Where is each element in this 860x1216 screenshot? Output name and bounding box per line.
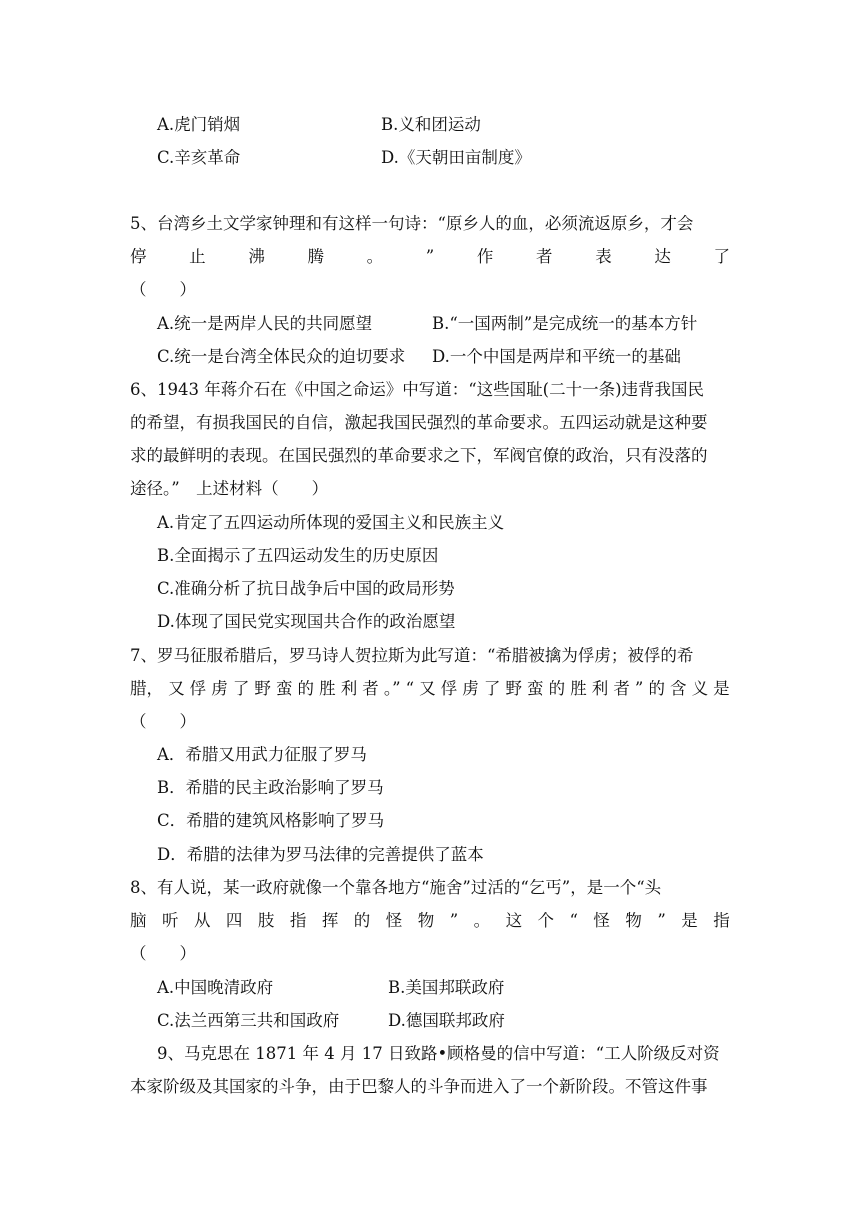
q8-line2-char: 脑 — [130, 911, 147, 930]
q8-option-d[interactable]: D.德国联邦政府 — [388, 1011, 505, 1030]
q7-line2-char: ” — [634, 679, 644, 698]
q8-line2-char: “ — [569, 911, 578, 930]
q5-option-c[interactable]: C.统一是台湾全体民众的迫切要求 — [157, 347, 406, 366]
q8-stem-line2 — [130, 910, 730, 932]
q5-answer-blank: （ ） — [130, 280, 196, 299]
q5-option-d[interactable]: D.一个中国是两岸和平统一的基础 — [432, 347, 681, 366]
q6-stem-line4: 途径。” 上述材料（ ） — [130, 479, 329, 498]
q7-line2-char: 胜 — [319, 679, 336, 698]
q7-line2-char: 又 — [168, 679, 185, 698]
q5-option-b[interactable]: B.“一国两制”是完成统一的基本方针 — [432, 314, 698, 333]
q5-line2-char: 止 — [189, 247, 206, 266]
q7-option-b[interactable]: B．希腊的民主政治影响了罗马 — [157, 778, 384, 797]
q7-option-c[interactable]: C．希腊的建筑风格影响了罗马 — [157, 811, 385, 830]
q7-line2-char: 者 — [613, 679, 630, 698]
q7-line2-char: 的 — [297, 679, 315, 698]
q7-line2-char: 俘 — [440, 679, 458, 698]
q7-line2-char: 者 — [362, 679, 379, 698]
q8-stem-line1: 8、有人说，某一政府就像一个靠各地方“施舍”过活的“乞丐”，是一个“头 — [130, 878, 662, 897]
q8-line2-char: 肢 — [257, 911, 275, 930]
q8-option-b[interactable]: B.美国邦联政府 — [388, 978, 505, 997]
q7-line2-char: 了 — [232, 679, 250, 698]
q8-line2-char: 听 — [161, 911, 179, 930]
q7-line2-char: 含 — [670, 679, 687, 698]
q7-stem-line1: 7、罗马征服希腊后，罗马诗人贺拉斯为此写道：“希腊被擒为俘虏；被俘的希 — [130, 646, 694, 665]
q8-line2-char: 物 — [417, 911, 435, 930]
q7-line2-char: 野 — [505, 679, 522, 698]
q7-line2-char: 腊， — [130, 679, 163, 698]
q7-option-d[interactable]: D．希腊的法律为罗马法律的完善提供了蓝本 — [157, 845, 484, 864]
q8-line2-char: 挥 — [321, 911, 339, 930]
q7-line2-char: 的 — [548, 679, 566, 698]
q7-line2-char: 野 — [254, 679, 271, 698]
q8-line2-char: 是 — [681, 911, 698, 930]
q5-stem-line2 — [130, 246, 730, 268]
q8-line2-char: 个 — [537, 911, 555, 930]
q4-option-b[interactable]: B.义和团运动 — [381, 115, 481, 134]
q7-line2-char: 的 — [648, 679, 665, 698]
q7-line2-char: 虏 — [462, 679, 479, 698]
q8-line2-char: 从 — [193, 911, 211, 930]
q8-line2-char: 这 — [505, 911, 523, 930]
q7-line2-char: 。” — [383, 679, 401, 698]
q5-line2-char: 者 — [536, 247, 553, 266]
q8-option-c[interactable]: C.法兰西第三共和国政府 — [157, 1011, 340, 1030]
q9-stem-line2: 本家阶级及其国家的斗争，由于巴黎人的斗争而进入了一个新阶段。不管这件事 — [130, 1077, 708, 1096]
q8-line2-char: 怪 — [385, 911, 403, 930]
q7-line2-char: 义 — [691, 679, 709, 698]
q6-stem-line2: 的希望，有损我国民的自信，激起我国民强烈的革命要求。五四运动就是这种要 — [130, 413, 708, 432]
q6-option-b[interactable]: B.全面揭示了五四运动发生的历史原因 — [157, 546, 439, 565]
q6-option-c[interactable]: C.准确分析了抗日战争后中国的政局形势 — [157, 579, 455, 598]
q7-line2-char: 又 — [419, 679, 436, 698]
q8-line2-char: 怪 — [593, 911, 610, 930]
q6-option-a[interactable]: A.肯定了五四运动所体现的爱国主义和民族主义 — [157, 513, 505, 532]
q7-line2-char: 了 — [483, 679, 501, 698]
q5-line2-char: 了 — [713, 247, 730, 266]
q9-stem-line1: 9、马克思在 1871 年 4 月 17 日致路•顾格曼的信中写道：“工人阶级反对资 — [157, 1044, 720, 1063]
q7-line2-char: 俘 — [189, 679, 207, 698]
q7-line2-char: 利 — [591, 679, 609, 698]
q5-line2-char: ” — [425, 247, 435, 266]
q5-option-a[interactable]: A.统一是两岸人民的共同愿望 — [157, 314, 373, 333]
q8-line2-char: 的 — [353, 911, 371, 930]
q7-answer-blank: （ ） — [130, 712, 196, 731]
q4-option-c[interactable]: C.辛亥革命 — [157, 148, 241, 167]
q5-line2-char: 达 — [654, 247, 671, 266]
q7-option-a[interactable]: A．希腊又用武力征服了罗马 — [157, 745, 367, 764]
q5-line2-char: 作 — [476, 247, 494, 266]
q8-line2-char: ” — [657, 911, 666, 930]
q8-option-a[interactable]: A.中国晚清政府 — [157, 978, 274, 997]
q6-stem-line3: 求的最鲜明的表现。在国民强烈的革命要求之下，军阀官僚的政治，只有没落的 — [130, 446, 708, 465]
q8-line2-char: 物 — [625, 911, 642, 930]
q5-line2-char: 。 — [366, 247, 384, 266]
q5-line2-char: 停 — [130, 247, 147, 266]
q8-line2-char: 四 — [225, 911, 243, 930]
q5-line2-char: 表 — [595, 247, 612, 266]
q7-line2-char: 胜 — [570, 679, 587, 698]
q6-stem-line1: 6、1943 年蒋介石在《中国之命运》中写道：“这些国耻(二十一条)违背我国民 — [130, 380, 705, 399]
q4-option-a[interactable]: A.虎门销烟 — [157, 115, 241, 134]
q8-line2-char: 指 — [713, 911, 730, 930]
q4-option-d[interactable]: D.《天朝田亩制度》 — [381, 148, 531, 167]
q7-line2-char: 蛮 — [275, 679, 293, 698]
q7-line2-char: 利 — [340, 679, 358, 698]
q8-answer-blank: （ ） — [130, 944, 196, 963]
q7-line2-char: 蛮 — [527, 679, 544, 698]
q5-line2-char: 腾 — [307, 247, 324, 266]
q7-stem-line2 — [130, 678, 730, 700]
q8-line2-char: 指 — [289, 911, 307, 930]
q7-line2-char: “ — [405, 679, 415, 698]
q7-line2-char: 是 — [713, 679, 730, 698]
q8-line2-char: ” — [449, 911, 459, 930]
q5-line2-char: 沸 — [248, 247, 265, 266]
q8-line2-char: 。 — [473, 911, 491, 930]
q7-line2-char: 虏 — [211, 679, 228, 698]
q5-stem-line1: 5、台湾乡土文学家钟理和有这样一句诗：“原乡人的血，必须流返原乡，才会 — [130, 214, 694, 233]
q6-option-d[interactable]: D.体现了国民党实现国共合作的政治愿望 — [157, 612, 456, 631]
